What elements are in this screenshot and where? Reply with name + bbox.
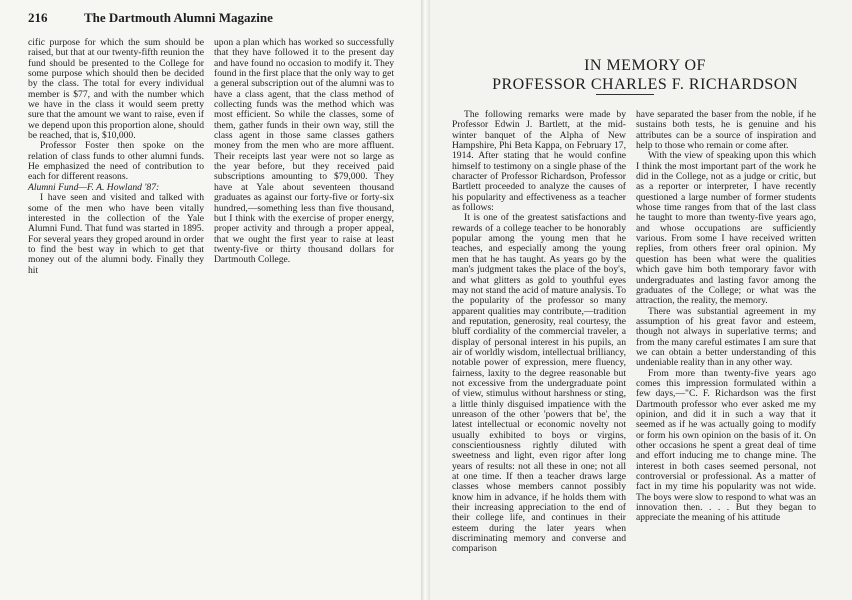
- paragraph: upon a plan which has worked so successfully that they have followed it to the present day and have found no occasion to modify it. They found in the first place that the only way to get a general subscription out of the alumni was to have a class agent, that the class method of collecting funds was the method which was most efficient. So while the classes, some of them, gather funds in their own way, still the class agent in those same classes gathers money from the men who are more affluent. Their receipts last year were not so large as the year before, but they received paid subscriptions amounting to $79,000. They have at Yale about seventeen thousand graduates as against our forty-five or forty-six hundred,—something less than five thousand, but I think with the exercise of proper energy, proper activity and through a proper appeal, that we ought the first year to raise at least twenty-five or thirty thousand dollars for Dartmouth College.: [214, 37, 394, 266]
- paragraph: It is one of the greatest satisfactions and rewards of a college teacher to be honorably popular among the young men that he teaches, and especially among the young men that he has taught. As years go by the man's judgment takes the place of the boy's, and what glitters as gold to youthful eyes may not stand the acid of mature analysis. To the popularity of the professor so many apparent qualities may contribute,—tradition and reputation, generosity, real courtesy, the bluff cordiality of the commercial traveler, a display of personal interest in his pupils, an air of worldly wisdom, intellectual brilliancy, notable power of expression, mere fluency, fairness, laxity to the degree reasonable but not excessive from the undergraduate point of view, stimulus without harshness or sting, a little thinly disguised impatience with the unreason of the other 'powers that be', the latest intellectual or economic novelty not usually exhibited to boys or virgins, conscientiousness rightly diluted with sweetness and light, even rigor after long years of results: not all these in one; not all at one time. If then a teacher draws large classes whose members cannot possibly know him in advance, if he holds them with their increasing appreciation to the end of their college life, and continues in their esteem during the later years when discriminating memory and converse and comparison: [452, 212, 626, 555]
- paragraph: The following remarks were made by Professor Edwin J. Bartlett, at the mid-winter banquet of the Alpha of New Hampshire, Phi Beta Kappa, on February 17, 1914. After stating that he would confine himself to testimony on a single phase of the character of Professor Richardson, Professor Bartlett proceeded to analyze the causes of his popularity and effectiveness as a teacher as follows:: [452, 109, 626, 214]
- left-page-column-1: [28, 38, 204, 276]
- right-page-column-1: [452, 110, 626, 555]
- running-head: [28, 10, 398, 26]
- book-gutter: [421, 0, 430, 600]
- magazine-title: The Dartmouth Alumni Magazine: [84, 10, 273, 25]
- paragraph: Professor Foster then spoke on the relation of class funds to other alumni funds. He emphasized the need of contribution to each for different reasons.: [28, 140, 204, 183]
- article-title: [470, 56, 820, 94]
- right-page-column-2: [636, 110, 816, 524]
- title-divider: [596, 94, 654, 95]
- paragraph: have separated the baser from the noble, if he sustains both tests, he is genuine and his attributes can be a source of inspiration and help to those who remain or come after.: [636, 109, 816, 152]
- article-title-line-2: PROFESSOR CHARLES F. RICHARDSON: [492, 76, 798, 93]
- section-heading: Alumni Fund—F. A. Howland '87:: [28, 181, 160, 193]
- right-page: [430, 0, 852, 600]
- article-title-line-1: IN MEMORY OF: [584, 57, 706, 74]
- paragraph: I have seen and visited and talked with some of the men who have been vitally interested in the collection of the Yale Alumni Fund. That fund was started in 1895. For several years they groped around in order to find the best way in which to get that money out of the alumni body. Finally they hit: [28, 192, 204, 276]
- page-number: 216: [28, 10, 48, 25]
- paragraph: cific purpose for which the sum should be raised, but that at our twenty-fifth reunion the fund should be presented to the College for some purpose which should then be decided by the class. The total for every individual member is $77, and with the number which we have in the class it would seem pretty sure that the amount we want to raise, even if we depend upon this proportion alone, should be reached, that is, $10,000.: [28, 37, 204, 142]
- paragraph: From more than twenty-five years ago comes this impression formulated within a few days,—"C. F. Richardson was the first Dartmouth professor who ever asked me my opinion, and did it in such a way that it seemed as if he was actually going to modify or form his own opinion on the basis of it. On other occasions he spent a great deal of time and effort inducing me to change mine. The interest in both cases seemed personal, not controversial or professional. As a matter of fact in my time his popularity was not wide. The boys were slow to respond to what was an innovation then. . . . But they began to appreciate the meaning of his attitude: [636, 367, 816, 524]
- paragraph: There was substantial agreement in my assumption of his great favor and esteem, though not always in superlative terms; and from the many careful estimates I am sure that we can obtain a better understanding of this undeniable reality than in any other way.: [636, 305, 816, 369]
- paragraph: With the view of speaking upon this which I think the most important part of the work he did in the College, not as a judge or critic, but as a reporter or interpreter, I have recently questioned a large number of former students whose time ranges from that of the last class he taught to more than twenty-five years ago, and whose occupations are sufficiently various. From some I have received written replies, from others freer oral opinion. My question has been what were the qualities which gave him both temporary favor with undergraduates and lasting favor among the graduates of the College; or what was the attraction, the reality, the memory.: [636, 150, 816, 307]
- left-page: [0, 0, 421, 600]
- left-page-column-2: [214, 38, 394, 266]
